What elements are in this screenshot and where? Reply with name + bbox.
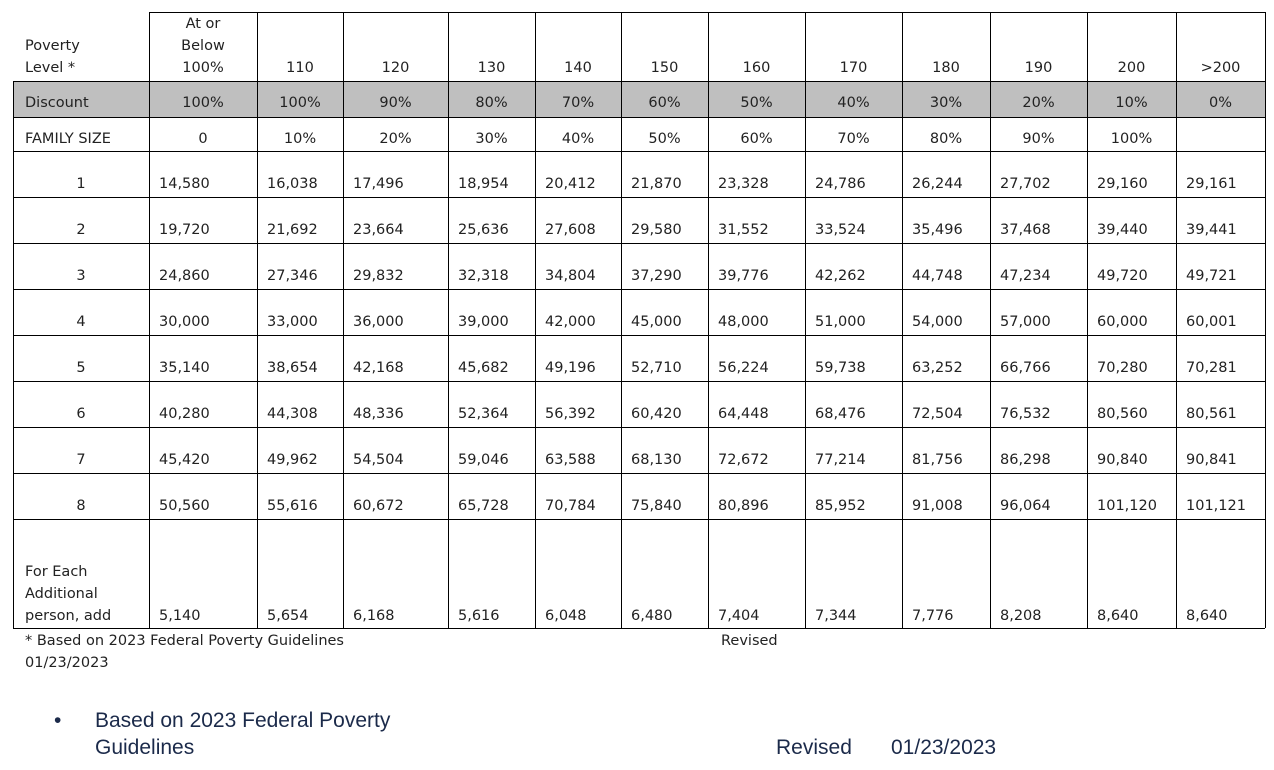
level-header-0-0: At or (185, 16, 221, 32)
additional-person-value: 8,208 (1000, 608, 1042, 624)
additional-person-value: 7,344 (815, 608, 857, 624)
grid-vline-13 (1265, 12, 1266, 628)
row-3-value: 47,234 (1000, 268, 1051, 284)
row-4-value: 57,000 (1000, 314, 1051, 330)
row-5-value: 45,682 (458, 360, 509, 376)
row-5-value: 63,252 (912, 360, 963, 376)
additional-person-label-1: Additional (25, 586, 98, 602)
additional-person-value: 6,480 (631, 608, 673, 624)
grid-hline-top (149, 12, 1265, 13)
additional-person-value: 8,640 (1186, 608, 1228, 624)
family-size-value: 0 (198, 131, 208, 147)
row-8-value: 101,120 (1097, 498, 1157, 514)
level-header-0-1: Below (181, 38, 225, 54)
row-4-value: 42,000 (545, 314, 596, 330)
family-size-label: FAMILY SIZE (25, 131, 111, 147)
row-7-value: 90,840 (1097, 452, 1148, 468)
row-4-value: 60,000 (1097, 314, 1148, 330)
family-size-value: 30% (475, 131, 508, 147)
grid-hline-row-6 (13, 427, 1265, 428)
row-7-value: 54,504 (353, 452, 404, 468)
grid-hline-discount-1 (13, 117, 1265, 118)
row-3-value: 37,290 (631, 268, 682, 284)
row-6-value: 80,561 (1186, 406, 1237, 422)
discount-value: 100% (182, 95, 224, 111)
row-1-value: 14,580 (159, 176, 210, 192)
additional-person-label-0: For Each (25, 564, 88, 580)
row-3-value: 44,748 (912, 268, 963, 284)
level-header-6-0: 160 (742, 60, 771, 76)
row-3-value: 49,720 (1097, 268, 1148, 284)
row-1-value: 29,160 (1097, 176, 1148, 192)
row-size-7: 7 (76, 452, 86, 468)
discount-value: 80% (475, 95, 508, 111)
grid-hline-row-2 (13, 243, 1265, 244)
family-size-value: 50% (648, 131, 681, 147)
row-size-1: 1 (76, 176, 86, 192)
row-6-value: 44,308 (267, 406, 318, 422)
row-5-value: 66,766 (1000, 360, 1051, 376)
row-1-value: 21,870 (631, 176, 682, 192)
grid-hline-row-1 (13, 197, 1265, 198)
row-1-value: 26,244 (912, 176, 963, 192)
row-2-value: 23,664 (353, 222, 404, 238)
row-8-value: 50,560 (159, 498, 210, 514)
level-header-7-0: 170 (839, 60, 868, 76)
row-4-value: 60,001 (1186, 314, 1237, 330)
family-size-value: 20% (379, 131, 412, 147)
bullet-revised-label: Revised (776, 736, 852, 759)
row-5-value: 52,710 (631, 360, 682, 376)
row-7-value: 68,130 (631, 452, 682, 468)
row-6-value: 80,560 (1097, 406, 1148, 422)
row-2-value: 27,608 (545, 222, 596, 238)
row-7-value: 72,672 (718, 452, 769, 468)
row-5-value: 59,738 (815, 360, 866, 376)
row-1-value: 16,038 (267, 176, 318, 192)
row-5-value: 70,280 (1097, 360, 1148, 376)
family-size-value: 40% (561, 131, 595, 147)
additional-person-value: 5,616 (458, 608, 500, 624)
row-size-8: 8 (76, 498, 86, 514)
grid-hline-row-5 (13, 381, 1265, 382)
row-6-value: 64,448 (718, 406, 769, 422)
family-size-value: 60% (740, 131, 773, 147)
grid-hline-row-0 (13, 151, 1265, 152)
row-size-4: 4 (76, 314, 86, 330)
row-8-value: 60,672 (353, 498, 404, 514)
row-2-value: 25,636 (458, 222, 509, 238)
family-size-value: 90% (1022, 131, 1055, 147)
row-2-value: 29,580 (631, 222, 682, 238)
bullet-revised-date: 01/23/2023 (891, 736, 997, 759)
additional-person-value: 5,654 (267, 608, 309, 624)
grid-vline-0 (13, 81, 14, 628)
row-3-value: 49,721 (1186, 268, 1237, 284)
row-8-value: 80,896 (718, 498, 769, 514)
row-8-value: 96,064 (1000, 498, 1051, 514)
bullet-text-line1: Based on 2023 Federal Poverty (95, 709, 391, 732)
row-8-value: 65,728 (458, 498, 509, 514)
level-header-2-0: 120 (381, 60, 410, 76)
row-8-value: 101,121 (1186, 498, 1246, 514)
row-1-value: 29,161 (1186, 176, 1237, 192)
discount-value: 50% (740, 95, 773, 111)
row-3-value: 42,262 (815, 268, 866, 284)
row-4-value: 36,000 (353, 314, 404, 330)
row-size-3: 3 (76, 268, 86, 284)
row-6-value: 72,504 (912, 406, 963, 422)
row-4-value: 45,000 (631, 314, 682, 330)
row-3-value: 32,318 (458, 268, 509, 284)
row-7-value: 77,214 (815, 452, 866, 468)
row-8-value: 75,840 (631, 498, 682, 514)
level-header-5-0: 150 (650, 60, 679, 76)
row-7-value: 86,298 (1000, 452, 1051, 468)
row-1-value: 24,786 (815, 176, 866, 192)
row-5-value: 49,196 (545, 360, 596, 376)
discount-value: 100% (279, 95, 321, 111)
row-1-value: 18,954 (458, 176, 509, 192)
row-6-value: 68,476 (815, 406, 866, 422)
row-3-value: 29,832 (353, 268, 404, 284)
level-header-11-0: >200 (1200, 60, 1241, 76)
level-header-0-2: 100% (182, 60, 224, 76)
row-2-value: 35,496 (912, 222, 963, 238)
grid-hline-discount-0 (13, 81, 1265, 82)
grid-hline-row-4 (13, 335, 1265, 336)
row-1-value: 17,496 (353, 176, 404, 192)
additional-person-value: 6,168 (353, 608, 395, 624)
row-8-value: 91,008 (912, 498, 963, 514)
discount-label: Discount (25, 95, 89, 111)
level-header-10-0: 200 (1117, 60, 1146, 76)
row-3-value: 24,860 (159, 268, 210, 284)
row-8-value: 70,784 (545, 498, 596, 514)
additional-person-value: 5,140 (159, 608, 201, 624)
row-6-value: 56,392 (545, 406, 596, 422)
row-6-value: 76,532 (1000, 406, 1051, 422)
row-2-value: 19,720 (159, 222, 210, 238)
row-1-value: 27,702 (1000, 176, 1051, 192)
row-4-value: 39,000 (458, 314, 509, 330)
discount-value: 20% (1022, 95, 1055, 111)
level-header-8-0: 180 (932, 60, 960, 76)
footnote-date: 01/23/2023 (25, 655, 109, 671)
row-3-value: 39,776 (718, 268, 769, 284)
grid-hline-row-8 (13, 519, 1265, 520)
family-size-value: 10% (283, 131, 317, 147)
level-header-9-0: 190 (1024, 60, 1053, 76)
row-4-value: 54,000 (912, 314, 963, 330)
row-7-value: 59,046 (458, 452, 509, 468)
row-4-value: 51,000 (815, 314, 866, 330)
row-5-value: 42,168 (353, 360, 404, 376)
row-7-value: 63,588 (545, 452, 596, 468)
row-6-value: 40,280 (159, 406, 210, 422)
poverty-level-label-2: Level * (25, 60, 76, 76)
row-4-value: 33,000 (267, 314, 318, 330)
family-size-value: 80% (929, 131, 963, 147)
revised-note: Revised (721, 633, 778, 649)
row-size-2: 2 (76, 222, 86, 238)
row-2-value: 33,524 (815, 222, 866, 238)
additional-person-label-2: person, add (25, 608, 112, 624)
grid-hline-bottom (13, 628, 1265, 629)
row-4-value: 30,000 (159, 314, 210, 330)
row-2-value: 31,552 (718, 222, 769, 238)
row-2-value: 37,468 (1000, 222, 1051, 238)
row-4-value: 48,000 (718, 314, 769, 330)
row-8-value: 85,952 (815, 498, 866, 514)
row-6-value: 60,420 (631, 406, 682, 422)
additional-person-value: 8,640 (1097, 608, 1139, 624)
level-header-1-0: 110 (286, 60, 314, 76)
discount-value: 70% (561, 95, 595, 111)
row-6-value: 52,364 (458, 406, 509, 422)
discount-value: 0% (1208, 95, 1232, 111)
row-8-value: 55,616 (267, 498, 318, 514)
level-header-3-0: 130 (477, 60, 506, 76)
discount-value: 30% (929, 95, 963, 111)
additional-person-value: 7,776 (912, 608, 954, 624)
bullet-text-line2: Guidelines (95, 736, 195, 759)
row-1-value: 23,328 (718, 176, 769, 192)
footnote: * Based on 2023 Federal Poverty Guidelines (25, 633, 344, 649)
level-header-4-0: 140 (564, 60, 592, 76)
row-7-value: 90,841 (1186, 452, 1237, 468)
discount-value: 40% (837, 95, 870, 111)
poverty-level-label: Poverty (25, 38, 80, 54)
row-7-value: 81,756 (912, 452, 963, 468)
row-1-value: 20,412 (545, 176, 596, 192)
grid-hline-row-3 (13, 289, 1265, 290)
row-3-value: 34,804 (545, 268, 596, 284)
grid-hline-row-7 (13, 473, 1265, 474)
row-size-6: 6 (76, 406, 86, 422)
row-5-value: 38,654 (267, 360, 318, 376)
row-7-value: 49,962 (267, 452, 318, 468)
bullet-glyph: • (54, 709, 62, 732)
row-5-value: 56,224 (718, 360, 769, 376)
row-7-value: 45,420 (159, 452, 210, 468)
additional-person-value: 7,404 (718, 608, 760, 624)
row-2-value: 21,692 (267, 222, 318, 238)
discount-value: 90% (379, 95, 412, 111)
family-size-value: 70% (837, 131, 870, 147)
row-2-value: 39,441 (1186, 222, 1237, 238)
additional-person-value: 6,048 (545, 608, 587, 624)
discount-value: 10% (1115, 95, 1148, 111)
row-6-value: 48,336 (353, 406, 404, 422)
discount-value: 60% (648, 95, 681, 111)
row-5-value: 70,281 (1186, 360, 1237, 376)
row-5-value: 35,140 (159, 360, 210, 376)
row-2-value: 39,440 (1097, 222, 1148, 238)
family-size-value: 100% (1110, 131, 1153, 147)
row-size-5: 5 (76, 360, 86, 376)
row-3-value: 27,346 (267, 268, 318, 284)
